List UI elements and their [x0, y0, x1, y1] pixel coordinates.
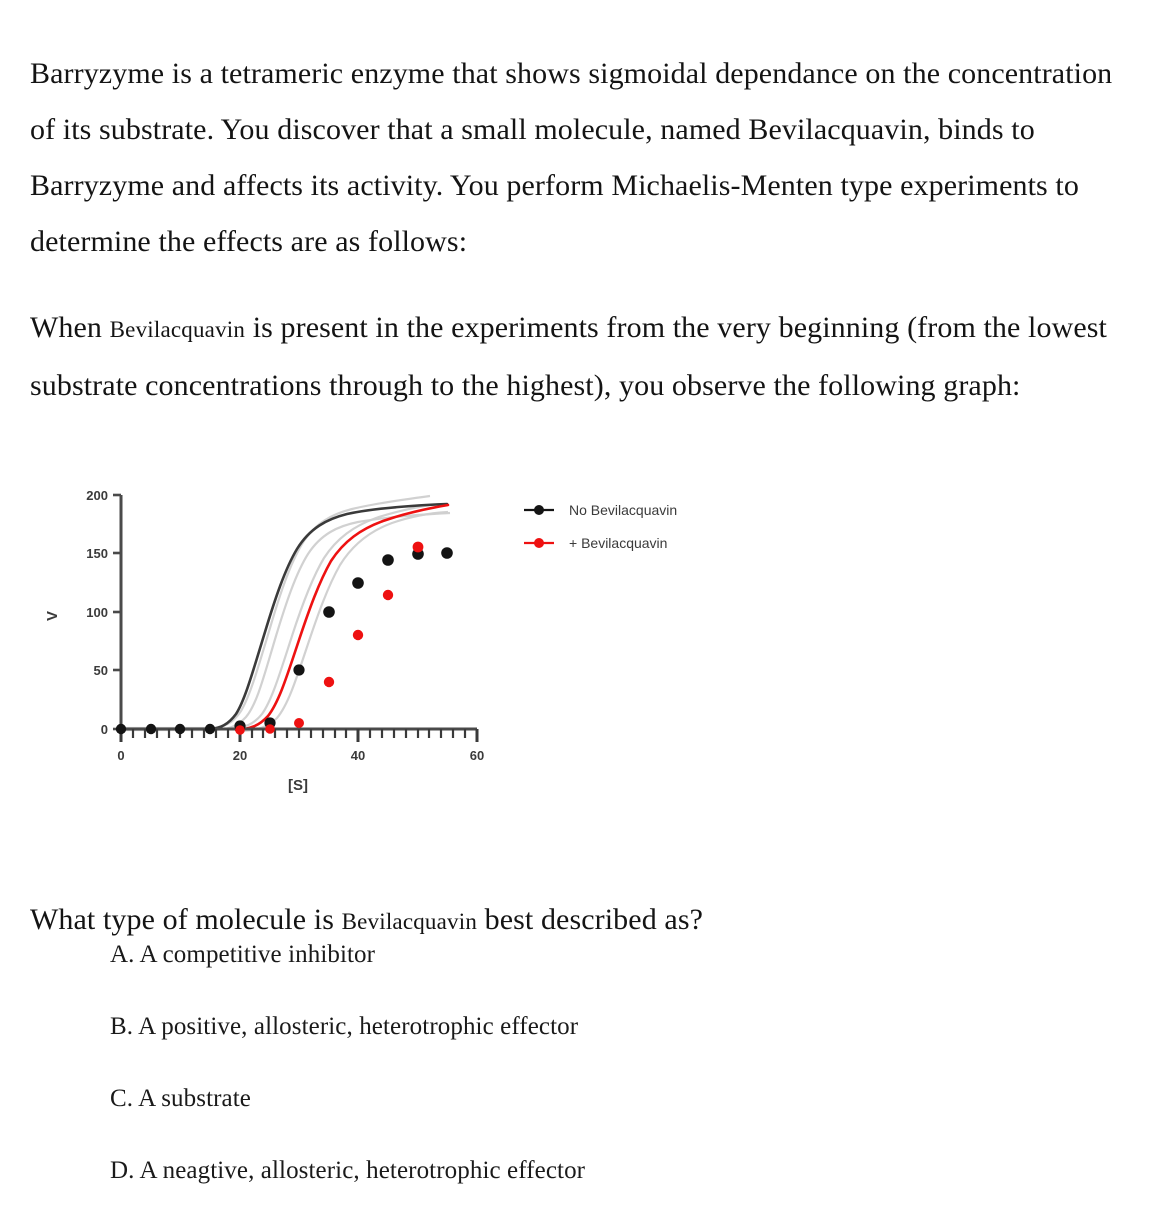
y-axis-title: V — [44, 610, 61, 622]
context-text-after: is present in the experiments from the very beginning (from the lowest substrate concentrations through to the highest), you observe the following graph: — [30, 311, 1107, 402]
y-tick-200: 200 — [86, 488, 108, 503]
molecule-name-inline: Bevilacquavin — [109, 317, 246, 342]
data-point — [382, 554, 394, 566]
x-axis-title: [S] — [288, 777, 308, 794]
chart-legend — [524, 502, 677, 551]
y-tick-100: 100 — [86, 605, 108, 620]
legend-marker-icon — [534, 538, 544, 548]
legend-marker-icon — [534, 505, 544, 515]
data-point — [205, 724, 215, 734]
x-tick-20: 20 — [232, 748, 248, 763]
data-point — [323, 606, 335, 618]
x-axis-tick-labels — [117, 748, 484, 763]
enzyme-kinetics-chart — [30, 468, 790, 808]
data-point — [116, 724, 126, 734]
data-point — [413, 542, 424, 553]
y-tick-0: 0 — [100, 722, 108, 737]
x-tick-60: 60 — [469, 748, 485, 763]
answer-option-c[interactable]: C. A substrate — [110, 1085, 251, 1112]
enzyme-kinetics-figure — [30, 468, 790, 808]
legend-entry-with-bevilacquavin — [524, 535, 667, 551]
x-tick-40: 40 — [350, 748, 366, 763]
legend-entry-no-bevilacquavin — [524, 502, 677, 518]
x-tick-0: 0 — [117, 748, 125, 763]
curve-no-bevilacquavin — [121, 504, 447, 729]
paragraph-intro-text: Barryzyme is a tetrameric enzyme that shows sigmoidal dependance on the concentration of its substrate. You discover that a small molecule, named Bevilacquavin, binds to Barryzyme and affects its activity. You perform Michaelis-Menten type experiments to determine the effects are as follows: — [30, 57, 1113, 258]
legend-label-no-bevilacquavin: No Bevilacquavin — [569, 502, 678, 518]
data-point — [352, 577, 364, 589]
data-point — [294, 718, 304, 728]
paragraph-context — [30, 300, 1115, 414]
question-text-before: What type of molecule is — [30, 903, 342, 936]
y-tick-50: 50 — [93, 663, 108, 678]
legend-label-with-bevilacquavin: + Bevilacquavin — [569, 535, 668, 551]
data-point — [441, 547, 453, 559]
y-axis-tick-labels — [86, 488, 108, 737]
answer-options-list — [110, 940, 1010, 1228]
molecule-name-inline-question: Bevilacquavin — [341, 909, 478, 934]
y-tick-150: 150 — [86, 546, 108, 561]
data-point — [175, 724, 185, 734]
data-point — [265, 724, 275, 734]
data-point — [146, 724, 156, 734]
data-point — [383, 590, 393, 600]
answer-option-a[interactable]: A. A competitive inhibitor — [110, 941, 376, 968]
question-text-after: best described as? — [477, 903, 704, 936]
answer-option-d[interactable]: D. A neagtive, allosteric, heterotrophic effector — [110, 1157, 586, 1184]
data-point — [235, 725, 245, 735]
data-point — [293, 664, 304, 675]
answer-option-b[interactable]: B. A positive, allosteric, heterotrophic effector — [110, 1013, 579, 1040]
confidence-band-with-inhibitor — [230, 505, 448, 731]
context-text-before: When — [30, 311, 110, 344]
data-point — [324, 677, 334, 687]
confidence-band-no-inhibitor — [121, 496, 450, 730]
data-point — [353, 630, 363, 640]
paragraph-intro — [30, 46, 1115, 270]
